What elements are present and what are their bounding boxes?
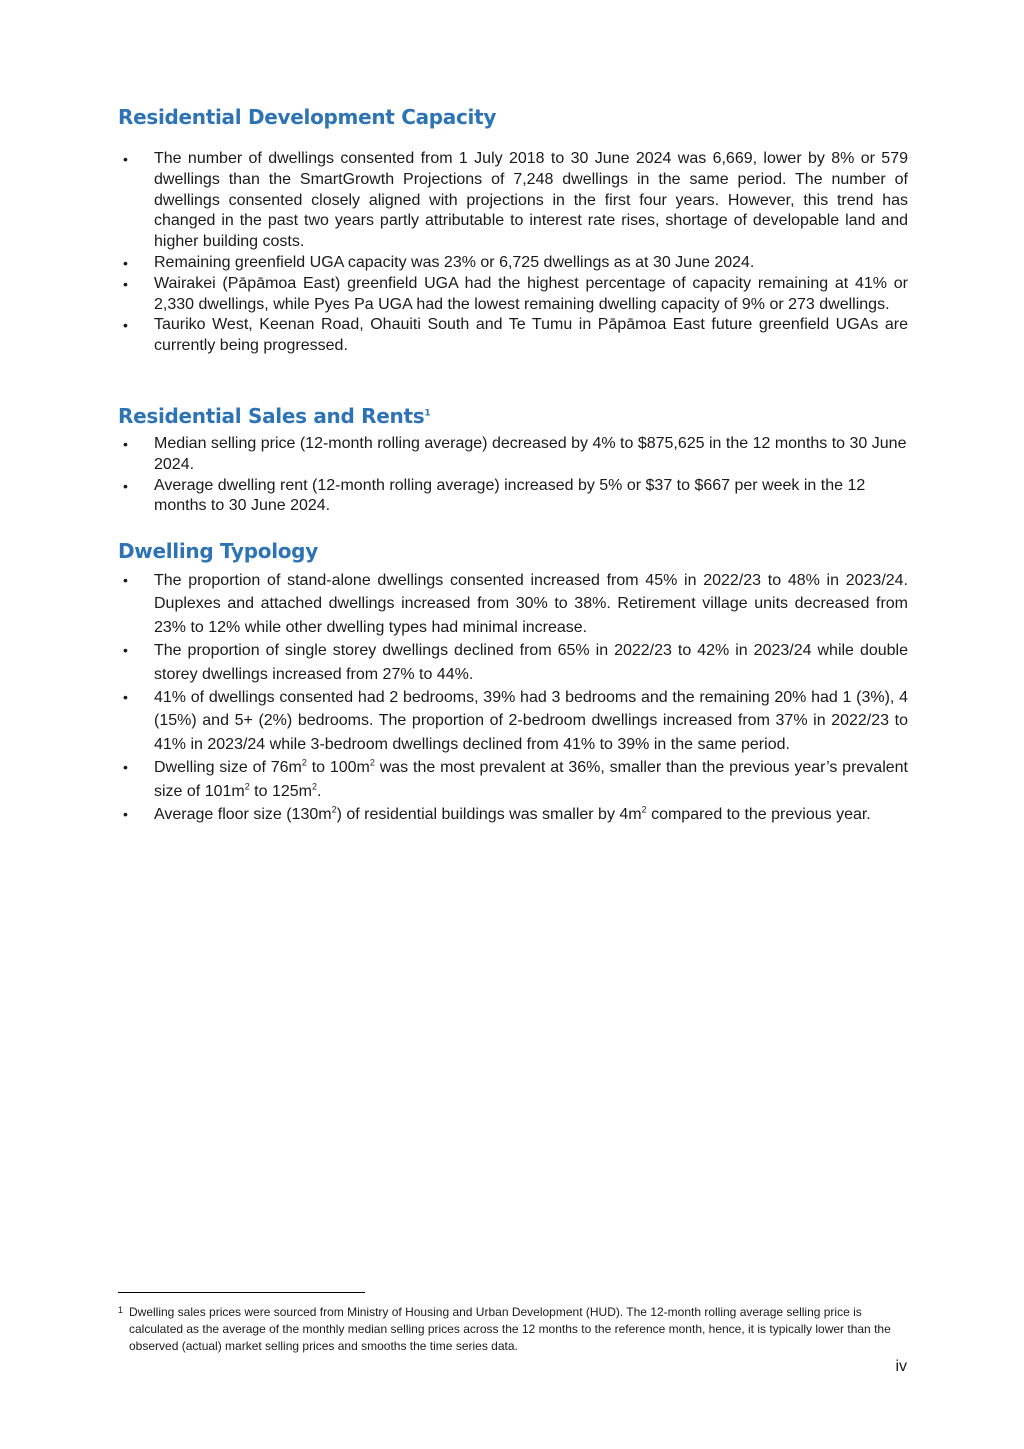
section-heading-text: Residential Sales and Rents	[118, 404, 425, 428]
list-item	[118, 315, 908, 357]
bullet-icon: •	[123, 689, 128, 706]
bullet-icon: •	[123, 254, 128, 271]
superscript: 2	[244, 781, 250, 792]
list-item	[118, 434, 908, 476]
list-item	[118, 803, 908, 826]
bullet-list	[118, 149, 908, 357]
bullet-icon: •	[123, 477, 128, 494]
text-run: to 125m	[249, 782, 312, 800]
list-item-text: Median selling price (12-month rolling average) decreased by 4% to $875,625 in the 12 months to 30 June 2024.	[154, 435, 907, 473]
footnote-text: Dwelling sales prices were sourced from Ministry of Housing and Urban Development (HUD). The 12-month rolling average selling price is calculated as the average of the monthly median selling prices across the 12 months to the reference month, hence, it is typically lower than the observed (actual) market selling prices and smooths the time series data.	[129, 1305, 891, 1353]
list-item	[118, 274, 908, 316]
list-item-text: 41% of dwellings consented had 2 bedrooms, 39% had 3 bedrooms and the remaining 20% had 1 (3%), 4 (15%) and 5+ (2%) bedrooms. The proportion of 2-bedroom dwellings increased from 37% in 2022/23 to 41% in 2023/24 while 3-bedroom dwellings declined from 41% to 39% in the same period.	[154, 689, 908, 753]
list-item-text	[154, 756, 908, 803]
superscript: 2	[312, 781, 318, 792]
list-item-text: The proportion of single storey dwellings declined from 65% in 2022/23 to 42% in 2023/24 while double storey dwellings increased from 27% to 44%.	[154, 642, 908, 683]
bullet-icon: •	[123, 806, 128, 823]
text-run: was the most prevalent at 36%, smaller than the previous year’s prevalent size of 101m	[154, 759, 908, 800]
section-sales-and-rents	[118, 404, 908, 517]
bullet-icon: •	[123, 317, 128, 334]
footnote-separator	[118, 1292, 365, 1293]
bullet-icon: •	[123, 759, 128, 776]
list-item	[118, 756, 908, 803]
list-item-text: Average dwelling rent (12-month rolling average) increased by 5% or $37 to $667 per week in the 12 months to 30 June 2024.	[154, 476, 866, 515]
section-heading: Residential Development Capacity	[118, 105, 497, 129]
footnote	[118, 1304, 908, 1354]
list-item-text	[154, 803, 908, 826]
footnote-number: 1	[118, 1305, 124, 1315]
bullet-icon: •	[123, 642, 128, 659]
text-run: .	[317, 782, 322, 800]
list-item-text: Remaining greenfield UGA capacity was 23% or 6,725 dwellings as at 30 June 2024.	[154, 253, 755, 271]
list-item	[118, 569, 908, 639]
superscript: 2	[369, 757, 375, 768]
section-heading	[118, 404, 908, 428]
list-item	[118, 686, 908, 756]
list-item	[118, 476, 908, 518]
bullet-list	[118, 434, 908, 517]
text-run: compared to the previous year.	[646, 806, 871, 824]
footnote-ref[interactable]: 1	[424, 408, 431, 419]
page-number: iv	[895, 1358, 907, 1375]
bullet-icon: •	[123, 151, 128, 167]
bullet-list	[118, 569, 908, 826]
list-item-text: Tauriko West, Keenan Road, Ohauiti South and Te Tumu in Pāpāmoa East future greenfield UGAs are currently being progressed.	[154, 316, 908, 355]
text-run: ) of residential buildings was smaller by 4m	[336, 806, 642, 824]
list-item-text: The number of dwellings consented from 1 July 2018 to 30 June 2024 was 6,669, lower by 8% or 579 dwellings than the SmartGrowth Projections of 7,248 dwellings in the same period. The number of dwellings consented closely aligned with projections in the first four years. However, this trend has changed in the past two years partly attributable to interest rate rises, shortage of developable land and higher building costs.	[154, 150, 908, 251]
superscript: 2	[301, 757, 307, 768]
superscript: 2	[641, 804, 647, 815]
list-item-text: Wairakei (Pāpāmoa East) greenfield UGA had the highest percentage of capacity remaining at 41% or 2,330 dwellings, while Pyes Pa UGA had the lowest remaining dwelling capacity of 9% or 273 dwellings.	[154, 274, 908, 313]
list-item	[118, 253, 908, 274]
section-dwelling-typology	[118, 539, 908, 826]
text-run: to 100m	[306, 759, 370, 777]
list-item	[118, 639, 908, 686]
superscript: 2	[331, 804, 337, 815]
list-item-text: The proportion of stand-alone dwellings consented increased from 45% in 2022/23 to 48% in 2023/24. Duplexes and attached dwellings increased from 30% to 38%. Retirement village units decreased from 23% to 12% while other dwelling types had minimal increase.	[154, 572, 908, 636]
list-item	[118, 149, 908, 253]
bullet-icon: •	[123, 572, 128, 588]
text-run: Dwelling size of 76m	[154, 759, 302, 777]
section-heading: Dwelling Typology	[118, 539, 318, 563]
bullet-icon: •	[123, 275, 128, 292]
bullet-icon: •	[123, 436, 128, 452]
text-run: Average floor size (130m	[154, 806, 332, 824]
section-development-capacity	[118, 105, 908, 357]
